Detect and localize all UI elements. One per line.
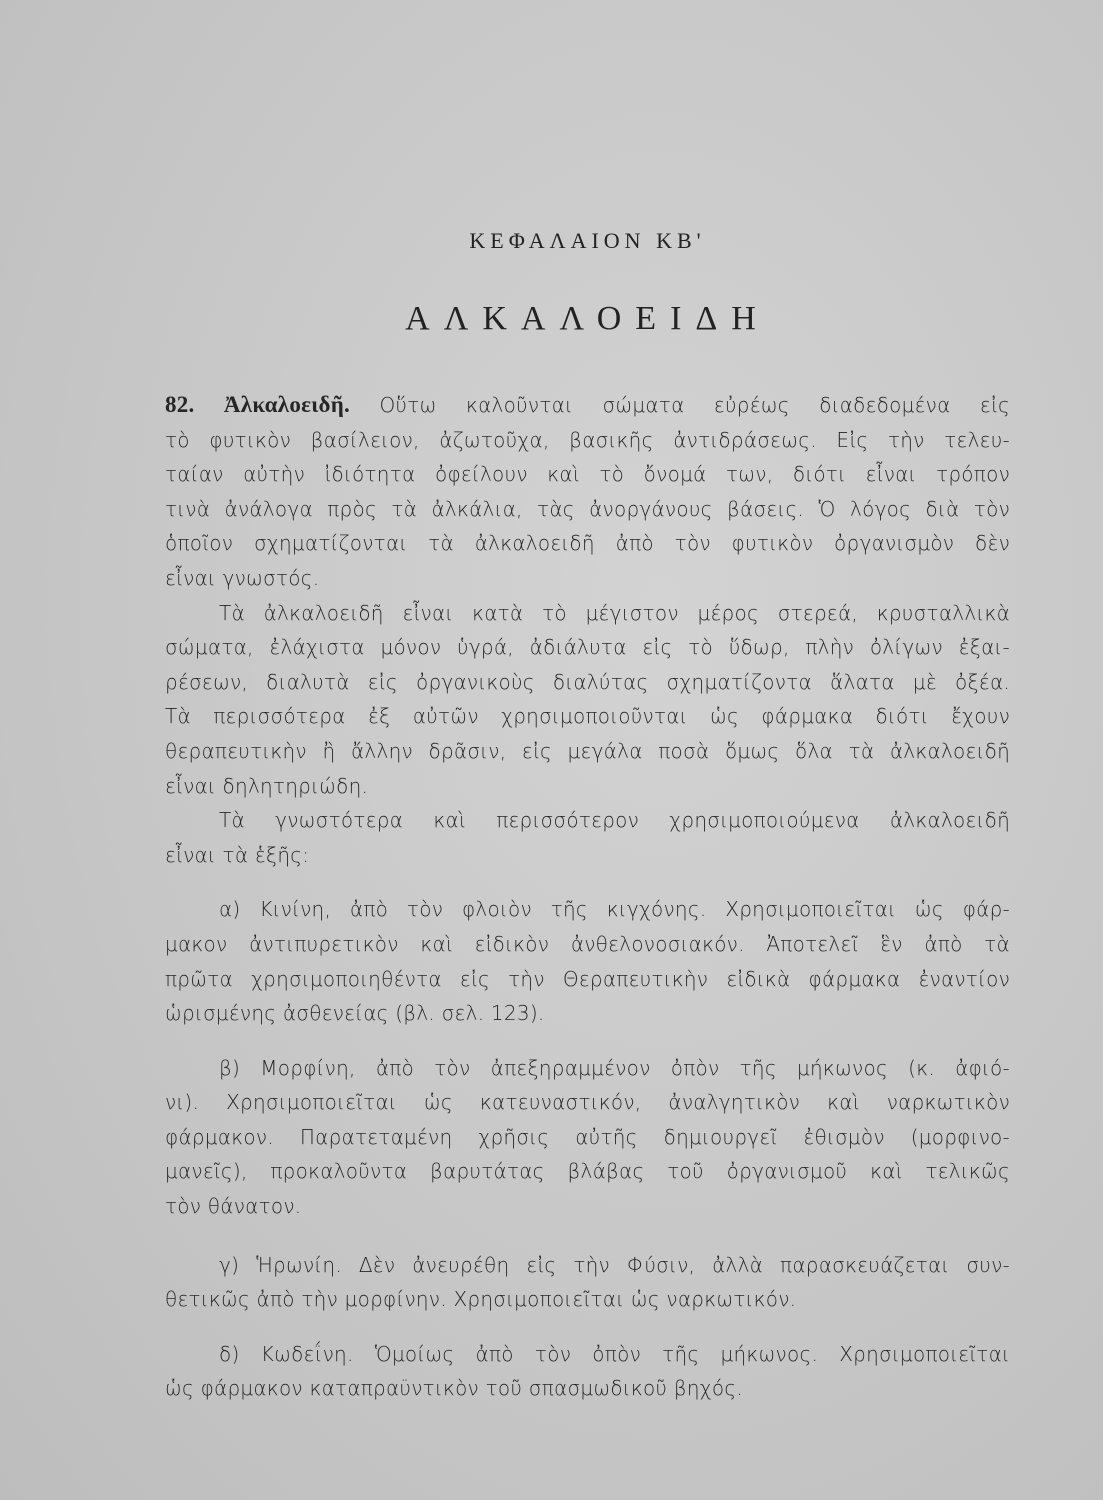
text-line [165,388,1010,423]
text-line: β) Μορφίνη, ἀπὸ τὸν ἀπεξηραμμένον ὀπὸν τῆς μήκωνος (κ. ἀφιό- [219,1055,1010,1080]
text-line: ὁποῖον σχηματίζονται τὰ ἀλκαλοειδῆ ἀπὸ τὸν φυτικὸν ὀργανισμὸν δὲν [165,531,1010,556]
text-line: γ) Ἡρωνίη. Δὲν ἀνευρέθη εἰς τὴν Φύσιν, ἀλλὰ παρασκευάζεται συν- [219,1252,1010,1277]
text-line: Τὰ περισσότερα ἐξ αὐτῶν χρησιμοποιοῦνται ὡς φάρμακα διότι ἔχουν [165,704,1010,729]
text-line: α) Κινίνη, ἀπὸ τὸν φλοιὸν τῆς κιγχόνης. Χρησιμοποιεῖται ὡς φάρ- [219,897,1010,922]
text-line: νι). Χρησιμοποιεῖται ὡς κατευναστικόν, ἀναλγητικὸν καὶ ναρκωτικὸν [165,1090,1010,1115]
section-term: Ἀλκαλοειδῆ. [223,392,351,417]
paragraph-intro [165,388,1010,596]
text-line: πρῶτα χρησιμοποιηθέντα εἰς τὴν Θεραπευτικὴν εἰδικὰ φάρμακα ἐναντίον [165,966,1010,991]
text-line: μανεῖς), προκαλοῦντα βαρυτάτας βλάβας τοῦ ὀργανισμοῦ καὶ τελικῶς [165,1159,1010,1184]
list-item-heroin [165,1248,1010,1317]
paragraph-properties [165,596,1010,804]
text-line: τινὰ ἀνάλογα πρὸς τὰ ἀλκάλια, τὰς ἀνοργάνους βάσεις. Ὁ λόγος διὰ τὸν [165,496,1010,521]
text-line: θεραπευτικὴν ἢ ἄλλην δρᾶσιν, εἰς μεγάλα ποσὰ ὅμως ὅλα τὰ ἀλκαλοειδῆ [165,738,1010,763]
chapter-title: ΑΛΚΑΛΟΕΙΔΗ [405,300,770,337]
text-line: μακον ἀντιπυρετικὸν καὶ εἰδικὸν ἀνθελονοσιακόν. Ἀποτελεῖ ἓν ἀπὸ τὰ [165,931,1010,956]
text-line: εἶναι γνωστός. [165,565,320,590]
text-line: Τὰ γνωστότερα καὶ περισσότερον χρησιμοποιούμενα ἀλκαλοειδῆ [219,808,1010,833]
list-item-morphine [165,1051,1010,1224]
text-line: Τὰ ἀλκαλοειδῆ εἶναι κατὰ τὸ μέγιστον μέρος στερεά, κρυσταλλικὰ [219,600,1010,625]
text-line: θετικῶς ἀπὸ τὴν μορφίνην. Χρησιμοποιεῖται ὡς ναρκωτικόν. [165,1287,797,1312]
list-item-codeine [165,1337,1010,1406]
text-line: τὸ φυτικὸν βασίλειον, ἀζωτοῦχα, βασικῆς ἀντιδράσεως. Εἰς τὴν τελευ- [165,427,1010,452]
text-line: ρέσεων, διαλυτὰ εἰς ὀργανικοὺς διαλύτας σχηματίζοντα ἅλατα μὲ ὀξέα. [165,669,1010,694]
text-line: ὡρισμένης ἀσθενείας (βλ. σελ. 123). [165,1001,545,1026]
text-line: ταίαν αὐτὴν ἰδιότητα ὀφείλουν καὶ τὸ ὄνομά των, διότι εἶναι τρόπον [165,462,1010,487]
section-number: 82. [165,392,195,417]
chapter-label: ΚΕΦΑΛΑΙΟΝ ΚΒ' [469,228,706,253]
book-page [165,0,1010,1500]
paragraph-list-intro [165,803,1010,872]
text-line: δ) Κωδεΐνη. Ὁμοίως ἀπὸ τὸν ὀπὸν τῆς μήκωνος. Χρησιμοποιεῖται [219,1341,1010,1366]
text-line: εἶναι δηλητηριώδη. [165,773,369,798]
body-text [165,388,1010,1406]
text-line: τὸν θάνατον. [165,1194,302,1219]
list-item-quinine [165,892,1010,1030]
text-line: εἶναι τὰ ἑξῆς: [165,842,310,867]
text-span: Οὕτω καλοῦνται σώματα εὐρέως διαδεδομένα εἰς [350,393,1011,417]
text-line: ὡς φάρμακον καταπραϋντικὸν τοῦ σπασμωδικοῦ βηχός. [165,1376,743,1401]
text-line: φάρμακον. Παρατεταμένη χρῆσις αὐτῆς δημιουργεῖ ἐθισμὸν (μορφινο- [165,1124,1010,1149]
text-line: σώματα, ἐλάχιστα μόνον ὑγρά, ἀδιάλυτα εἰς τὸ ὕδωρ, πλὴν ὀλίγων ἐξαι- [165,635,1010,660]
